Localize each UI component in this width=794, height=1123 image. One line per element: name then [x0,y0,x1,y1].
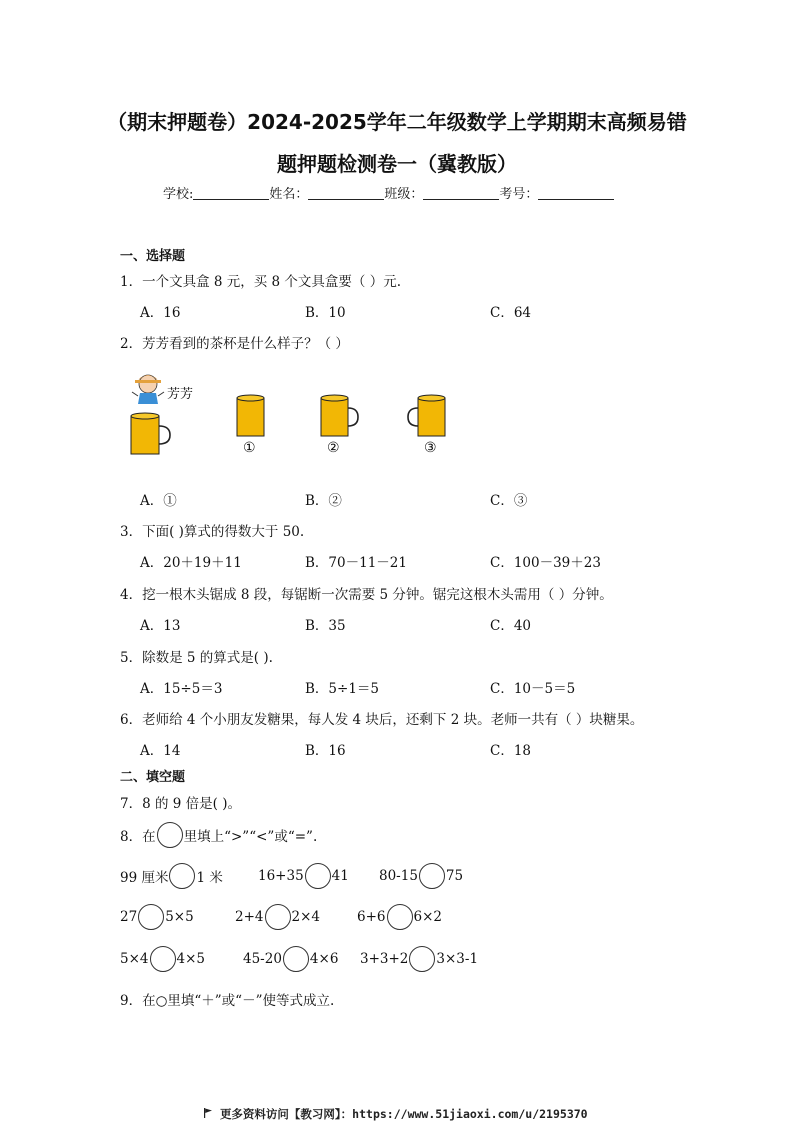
q2-cup-label-2: ② [327,440,340,456]
compare-item [235,904,320,930]
question-1: 1．一个文具盒 8 元，买 8 个文具盒要（ ）元. [120,274,402,290]
section-heading-fill: 二、填空题 [120,770,186,785]
q1-option-b: B．10 [305,305,346,321]
q2-option-b: B．② [305,493,342,509]
compare-right: 4×6 [309,951,339,967]
compare-left: 5×4 [120,951,149,967]
q5-option-b: B．5÷1＝5 [305,681,379,697]
flag-icon [203,1108,213,1118]
cup-1-icon [237,395,264,436]
compare-circle[interactable] [387,904,413,930]
q8-prefix: 8．在 [120,829,156,845]
question-8 [120,822,317,848]
exam-no-blank [538,187,614,200]
compare-item [120,946,205,972]
q2-option-c: C．③ [490,493,528,509]
q4-option-b: B．35 [305,618,346,634]
q8-example-circle [157,822,183,848]
q4-option-c: C．40 [490,618,532,634]
question-4: 4．挖一根木头锯成 8 段，每锯断一次需要 5 分钟。锯完这根木头需用（ ）分钟。 [120,587,613,603]
compare-left: 27 [120,909,138,925]
compare-circle[interactable] [169,863,195,889]
q6-option-c: C．18 [490,743,532,759]
school-label: 学校: [163,187,194,202]
name-blank [308,187,384,200]
compare-circle[interactable] [283,946,309,972]
title-line-1: （期末押题卷）2024-2025学年二年级数学上学期期末高频易错 [107,110,687,134]
compare-right: 3×3-1 [436,951,479,967]
compare-left: 2+4 [235,909,264,925]
class-label: 班级： [384,187,424,202]
compare-circle[interactable] [265,904,291,930]
cup-observer-icon [131,413,170,454]
compare-circle[interactable] [305,863,331,889]
q6-option-b: B．16 [305,743,346,759]
compare-right: 5×5 [165,909,194,925]
compare-item [120,863,223,889]
compare-item [258,863,349,889]
compare-item [360,946,478,972]
q5-option-c: C．10－5＝5 [490,681,576,697]
compare-item [357,904,442,930]
q3-option-a: A．20＋19＋11 [140,555,242,571]
q5-option-a: A．15÷5＝3 [140,681,223,697]
compare-left: 16+35 [258,868,304,884]
exam-no-label: 考号： [499,187,539,202]
compare-right: 1 米 [196,870,223,886]
question-9: 9．在○里填“＋”或“－”使等式成立. [120,993,335,1009]
q2-cup-label-3: ③ [424,440,437,456]
compare-circle[interactable] [409,946,435,972]
compare-right: 6×2 [413,909,442,925]
compare-circle[interactable] [419,863,445,889]
compare-item [243,946,338,972]
question-3: 3．下面( )算式的得数大于 50. [120,524,305,540]
q3-option-c: C．100－39＋23 [490,555,601,571]
compare-left: 6+6 [357,909,386,925]
compare-right: 75 [445,868,464,884]
compare-right: 41 [331,868,349,884]
footer [203,1106,588,1122]
name-label: 姓名： [269,187,309,202]
cup-3-icon [408,395,445,436]
q4-option-a: A．13 [140,618,181,634]
title-line-2: 题押题检测卷一（冀教版） [277,152,517,176]
compare-circle[interactable] [138,904,164,930]
school-blank [193,187,269,200]
cup-2-icon [321,395,358,436]
q8-suffix: 里填上“>”“<”或“=”. [183,829,318,845]
q1-option-a: A．16 [140,305,181,321]
footer-link[interactable]: 更多资料访问【教习网】：https://www.51jiaoxi.com/u/2195370 [219,1107,588,1121]
q6-option-a: A．14 [140,743,181,759]
compare-right: 2×4 [291,909,320,925]
question-7: 7．8 的 9 倍是( )。 [120,796,241,812]
info-line [163,183,614,202]
compare-item [379,863,463,889]
section-heading-choice: 一、选择题 [120,249,186,264]
question-5: 5．除数是 5 的算式是( ). [120,650,273,666]
q2-person-label: 芳芳 [167,387,194,402]
question-2: 2．芳芳看到的茶杯是什么样子？（ ） [120,336,349,352]
q2-option-a: A．① [140,493,177,509]
compare-left: 80-15 [379,868,418,884]
class-blank [423,187,499,200]
q3-option-b: B．70－11－21 [305,555,407,571]
girl-icon [132,375,164,404]
compare-left: 45-20 [243,951,282,967]
compare-left: 99 厘米 [120,870,169,886]
compare-item [120,904,194,930]
compare-right: 4×5 [176,951,205,967]
compare-circle[interactable] [150,946,176,972]
compare-left: 3+3+2 [360,951,409,967]
question-6: 6．老师给 4 个小朋友发糖果，每人发 4 块后，还剩下 2 块。老师一共有（ ）块糖果。 [120,712,644,728]
q2-cup-label-1: ① [243,440,256,456]
q1-option-c: C．64 [490,305,532,321]
